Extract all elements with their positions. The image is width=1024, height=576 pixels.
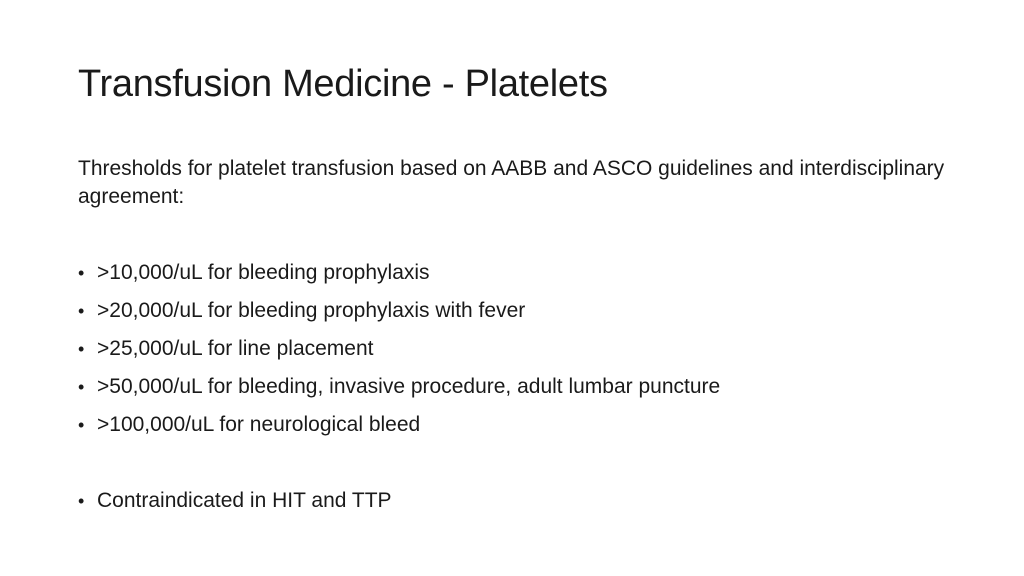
list-item-text: Contraindicated in HIT and TTP xyxy=(97,489,392,512)
list-item xyxy=(78,368,958,406)
threshold-list xyxy=(78,254,958,520)
list-item-text: >10,000/uL for bleeding prophylaxis xyxy=(97,261,430,284)
bullet-icon: • xyxy=(78,491,85,511)
intro-paragraph: Thresholds for platelet transfusion based on AABB and ASCO guidelines and interdisciplinary agreement: xyxy=(78,157,945,208)
list-item xyxy=(78,330,958,368)
bullet-icon: • xyxy=(78,377,85,397)
list-item xyxy=(78,482,958,520)
bullet-icon: • xyxy=(78,415,85,435)
list-item-text: >20,000/uL for bleeding prophylaxis with fever xyxy=(97,299,526,322)
list-item xyxy=(78,406,958,444)
list-item xyxy=(78,292,958,330)
bullet-icon: • xyxy=(78,301,85,321)
list-item xyxy=(78,254,958,292)
slide-title: Transfusion Medicine - Platelets xyxy=(78,63,608,105)
bullet-icon: • xyxy=(78,263,85,283)
list-item-text: >25,000/uL for line placement xyxy=(97,337,374,360)
list-item-text: >100,000/uL for neurological bleed xyxy=(97,413,421,436)
list-item-text: >50,000/uL for bleeding, invasive procedure, adult lumbar puncture xyxy=(97,375,721,398)
bullet-icon: • xyxy=(78,339,85,359)
